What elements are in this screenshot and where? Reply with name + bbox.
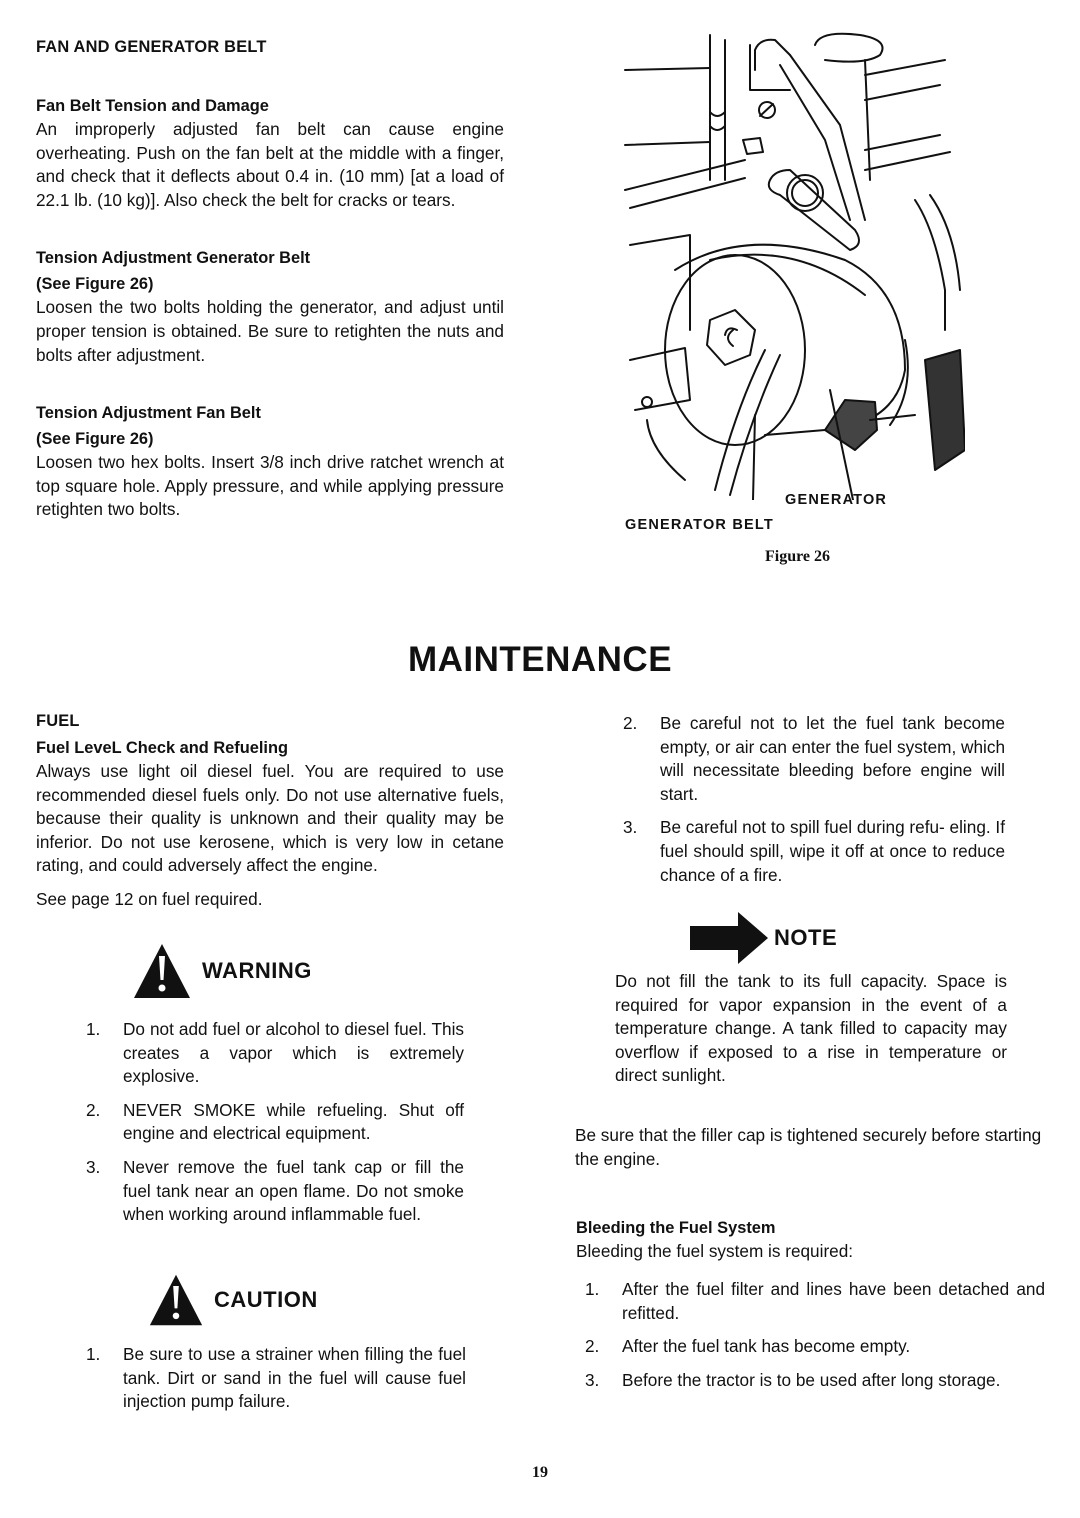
section-title-fuel: FUEL: [36, 712, 80, 730]
warning-item: 1. Do not add fuel or alcohol to diesel fuel. This creates a vapor which is extremely explosive.: [86, 1019, 464, 1087]
caution-header: [148, 1272, 318, 1328]
label-generator: GENERATOR: [785, 492, 888, 508]
subheading-see-figure-generator: (See Figure 26): [36, 275, 154, 294]
page-title: MAINTENANCE: [407, 640, 673, 679]
precaution-item: 2. Be careful not to let the fuel tank become empty, or air can enter the fuel system, which will necessitate bleeding before engine will start.: [623, 713, 1005, 804]
heading-tension-generator-belt: Tension Adjustment Generator Belt: [36, 249, 311, 268]
fan-generator-belt-section: [36, 36, 504, 522]
paragraph-fuel-level: Always use light oil diesel fuel. You are required to use recommended diesel fuels only. Do not use alternative fuels, because their quality is unknown and their quality may be inferior. Do not use kerosene, which is very low in cetane rating, and could adversely affect the engine.: [36, 761, 504, 876]
caution-triangle-icon: [148, 1272, 204, 1328]
note-body: Do not fill the tank to its full capacity. Space is required for vapor expansion in the event of a temperature change. A tank filled to capacity may overflow if exposed to a rise in temperature or direct sunlight.: [615, 971, 1007, 1086]
figure-caption: Figure 26: [765, 548, 831, 565]
warning-header: [132, 942, 312, 1000]
label-generator-belt: GENERATOR BELT: [625, 517, 774, 533]
bleeding-item: 3. Before the tractor is to be used after long storage.: [585, 1369, 1001, 1390]
precaution-item: 3. Be careful not to spill fuel during refu- eling. If fuel should spill, wipe it off at once to reduce chance of a fire.: [623, 817, 1005, 885]
bleeding-item: 2. After the fuel tank has become empty.: [585, 1336, 911, 1357]
paragraph-tension-generator-belt: Loosen the two bolts holding the generator, and adjust until proper tension is obtained. Be sure to retighten the nuts and bolts after adjustment.: [36, 297, 504, 365]
refueling-precautions-list: [623, 712, 1005, 897]
paragraph-tension-fan-belt: Loosen two hex bolts. Insert 3/8 inch drive ratchet wrench at top square hole. Apply pressure, and while applying pressure retighten two bolts.: [36, 452, 504, 520]
warning-item: 2. NEVER SMOKE while refueling. Shut off engine and electrical equipment.: [86, 1099, 464, 1144]
generator-belt-illustration: [615, 30, 965, 500]
caution-label: CAUTION: [214, 1287, 318, 1312]
warning-triangle-icon: [132, 942, 192, 1000]
see-page-reference: See page 12 on fuel required.: [36, 888, 263, 909]
caution-list: [86, 1343, 466, 1424]
warning-list: [86, 1018, 464, 1237]
warning-label: WARNING: [202, 958, 312, 983]
bleeding-item: 1. After the fuel filter and lines have been detached and refitted.: [585, 1279, 1045, 1323]
paragraph-fan-belt-tension: An improperly adjusted fan belt can cause engine overheating. Push on the fan belt at the middle with a finger, and check that it deflects about 0.4 in. (10 mm) [at a load of 22.1 lb. (10 kg)]. Also check the belt for cracks or tears.: [36, 119, 504, 210]
heading-fan-belt-tension: Fan Belt Tension and Damage: [36, 97, 269, 115]
note-arrow-icon: [690, 912, 768, 964]
section-title-fan-generator-belt: FAN AND GENERATOR BELT: [36, 38, 267, 56]
bleeding-intro: Bleeding the fuel system is required:: [576, 1241, 854, 1261]
bleeding-list: [585, 1278, 1045, 1402]
filler-cap-paragraph: Be sure that the filler cap is tightened securely before starting the engine.: [575, 1125, 1042, 1169]
fuel-section: [36, 710, 504, 912]
note-header: [690, 912, 837, 964]
caution-item: 1. Be sure to use a strainer when filling the fuel tank. Dirt or sand in the fuel will cause fuel injection pump failure.: [86, 1344, 466, 1412]
figure-26: [615, 30, 965, 580]
warning-item: 3. Never remove the fuel tank cap or fill the fuel tank near an open flame. Do not smoke when working around inflammable fuel.: [86, 1156, 464, 1225]
heading-tension-fan-belt: Tension Adjustment Fan Belt: [36, 404, 261, 423]
page-number: 19: [532, 1464, 548, 1481]
heading-fuel-level: Fuel LeveL Check and Refueling: [36, 739, 288, 757]
note-label: NOTE: [774, 925, 838, 950]
subheading-see-figure-fan: (See Figure 26): [36, 430, 154, 449]
heading-bleeding-fuel-system: Bleeding the Fuel System: [576, 1219, 776, 1237]
